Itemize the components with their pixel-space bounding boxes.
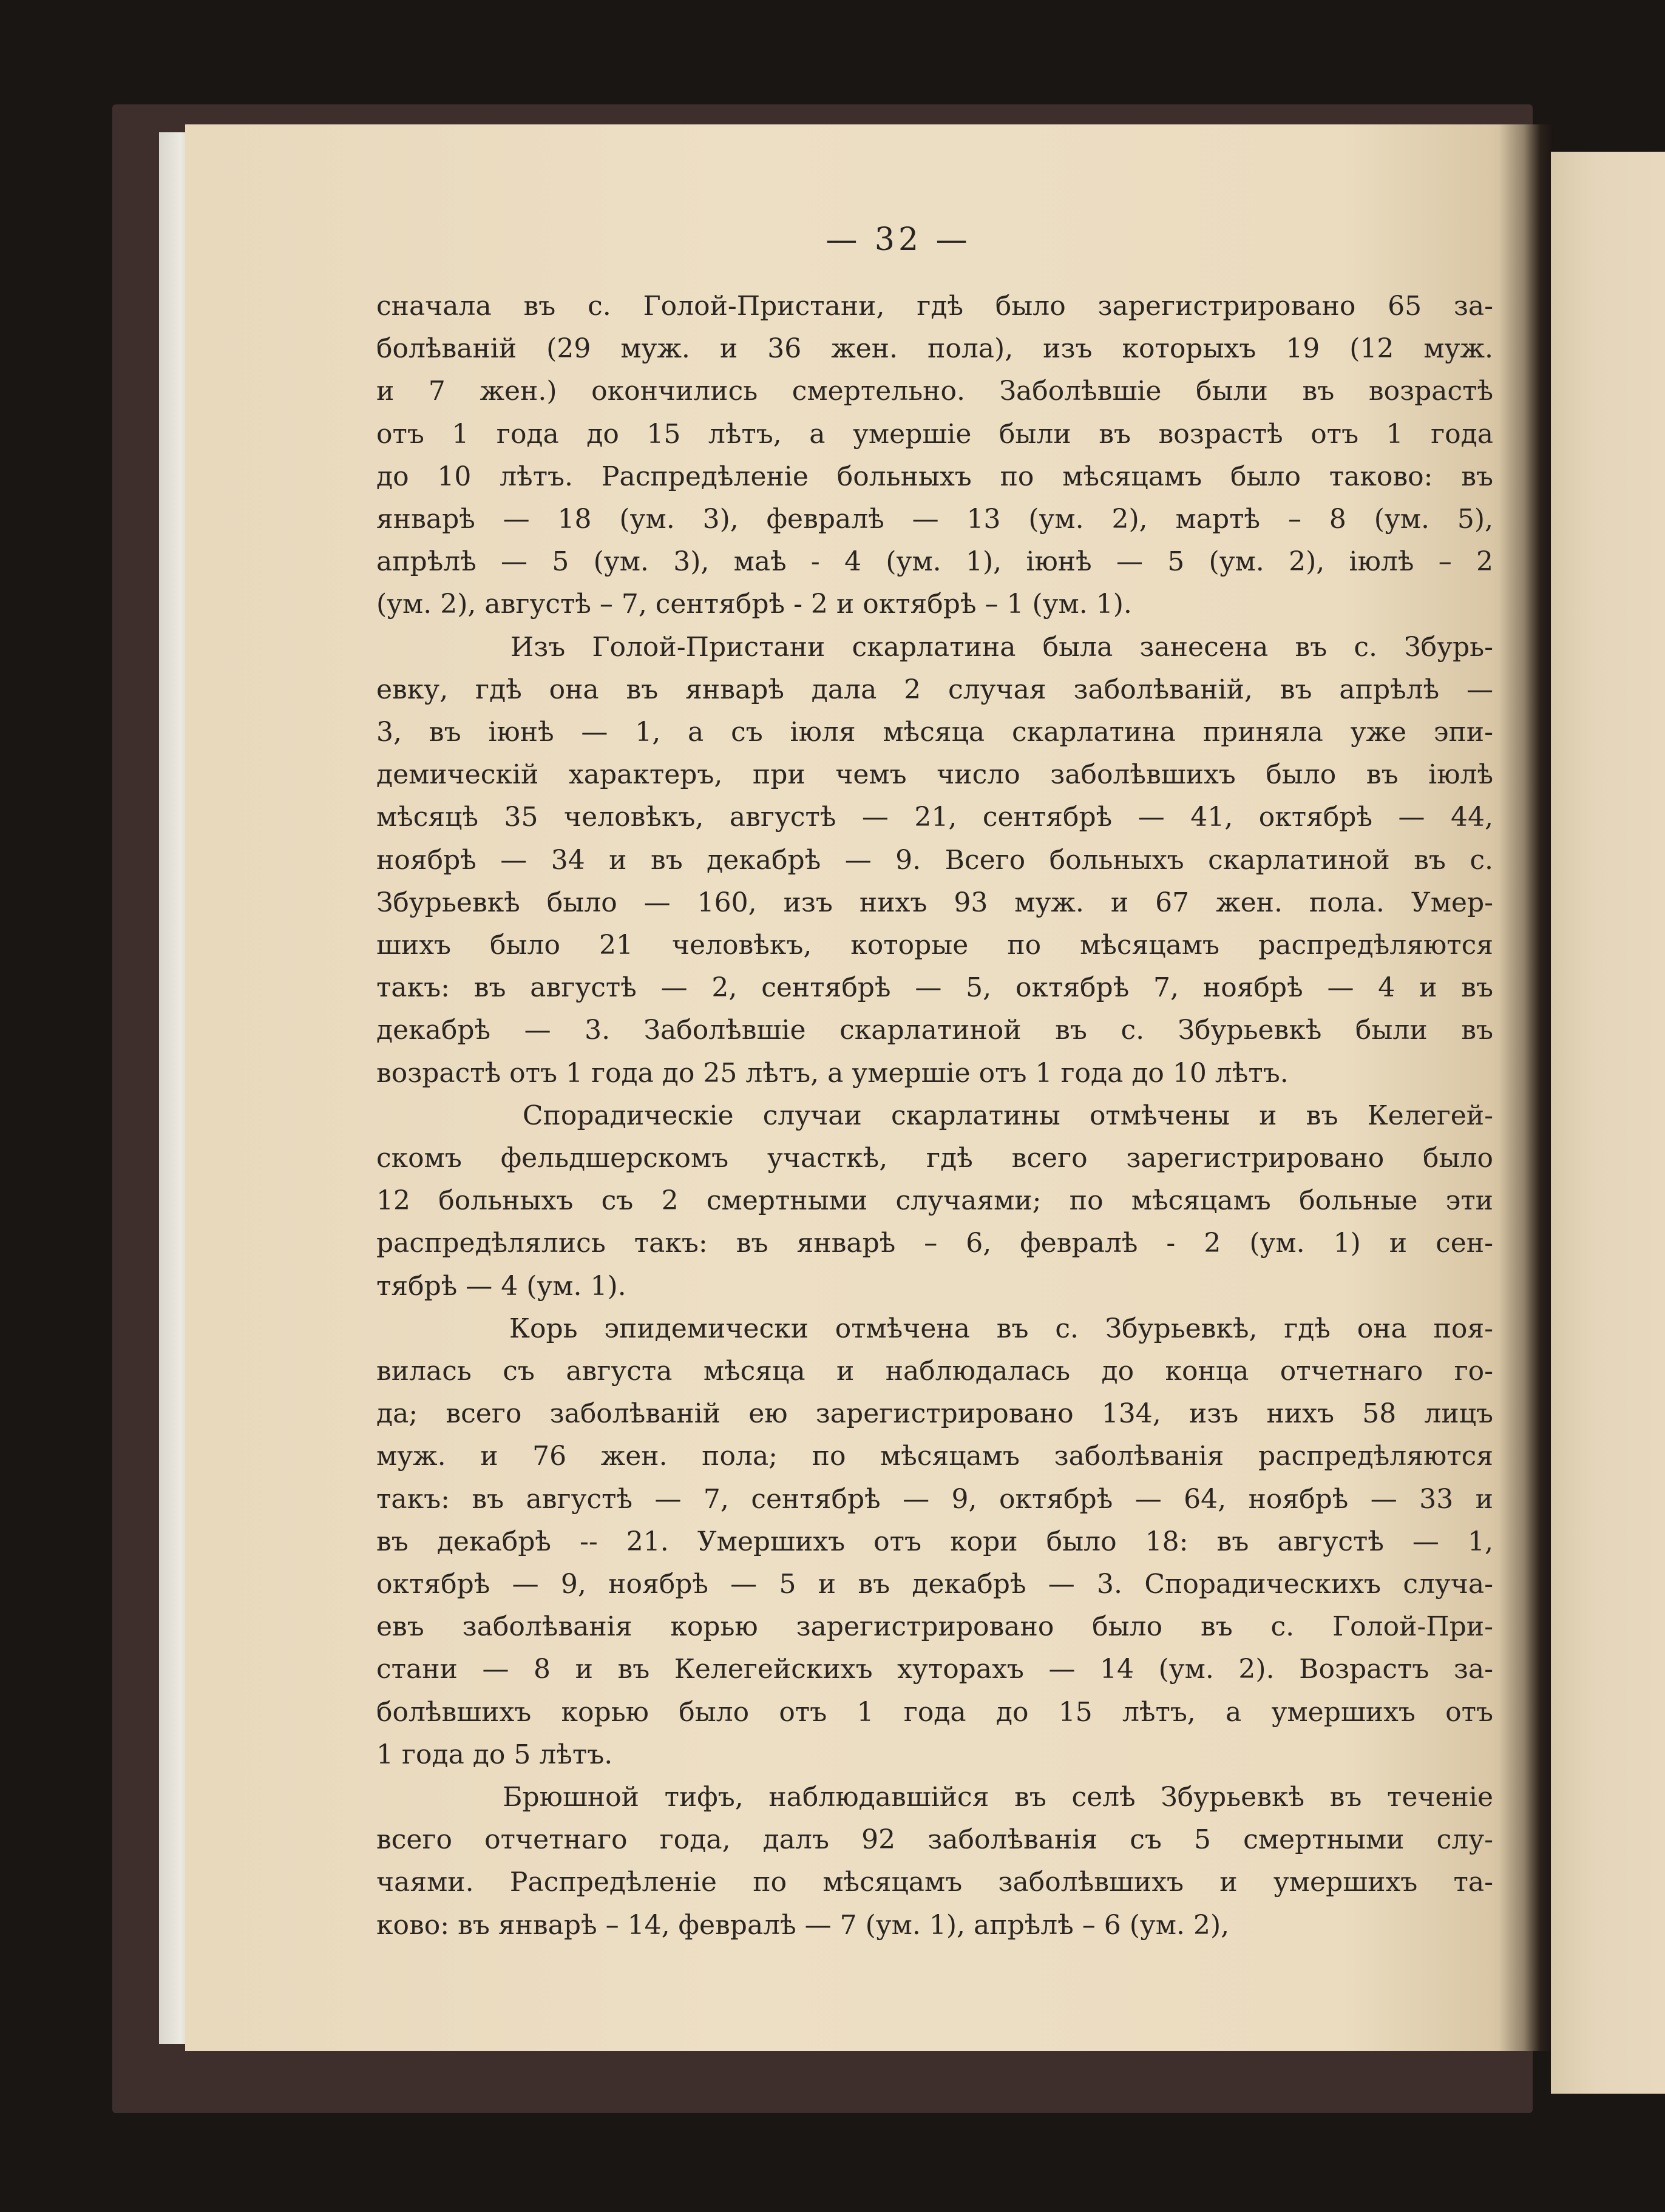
text-line: декабрѣ — 3. Заболѣвшіе скарлатиной въ с. Збурьевкѣ были въ <box>376 1015 1493 1046</box>
text-line: такъ: въ августѣ — 7, сентябрѣ — 9, октябрѣ — 64, ноябрѣ — 33 и <box>376 1483 1493 1515</box>
text-line: возрастѣ отъ 1 года до 25 лѣтъ, а умершіе отъ 1 года до 10 лѣтъ. <box>376 1057 1289 1089</box>
text-line: октябрѣ — 9, ноябрѣ — 5 и въ декабрѣ — 3. Спорадическихъ случа- <box>376 1569 1493 1600</box>
text-line: ково: въ январѣ – 14, февралѣ — 7 (ум. 1), апрѣлѣ – 6 (ум. 2), <box>376 1909 1230 1941</box>
text-line: болѣвшихъ корью было отъ 1 года до 15 лѣтъ, а умершихъ отъ <box>376 1696 1493 1728</box>
page-number: — 32 — <box>826 222 971 258</box>
text-line: болѣваній (29 муж. и 36 жен. пола), изъ которыхъ 19 (12 муж. <box>376 333 1493 365</box>
text-line: до 10 лѣтъ. Распредѣленіе больныхъ по мѣсяцамъ было таково: въ <box>376 461 1493 492</box>
text-line: такъ: въ августѣ — 2, сентябрѣ — 5, октябрѣ 7, ноябрѣ — 4 и въ <box>376 972 1493 1004</box>
text-line: 1 года до 5 лѣтъ. <box>376 1739 613 1770</box>
text-line: всего отчетнаго года, далъ 92 заболѣванія съ 5 смертными слу- <box>376 1824 1493 1856</box>
text-line: ноябрѣ — 34 и въ декабрѣ — 9. Всего больныхъ скарлатиной въ с. <box>376 844 1493 876</box>
text-line: шихъ было 21 человѣкъ, которые по мѣсяцамъ распредѣляются <box>376 930 1493 961</box>
book-gutter <box>1499 124 1554 2051</box>
text-line: стани — 8 и въ Келегейскихъ хуторахъ — 14 (ум. 2). Возрастъ за- <box>376 1654 1493 1685</box>
text-line: тябрѣ — 4 (ум. 1). <box>376 1270 626 1302</box>
text-line: евъ заболѣванія корью зарегистрировано было въ с. Голой-При- <box>376 1611 1493 1643</box>
text-line: (ум. 2), августѣ – 7, сентябрѣ - 2 и октябрѣ – 1 (ум. 1). <box>376 589 1132 620</box>
text-line: муж. и 76 жен. пола; по мѣсяцамъ заболѣванія распредѣляются <box>376 1441 1493 1472</box>
text-line: Збурьевкѣ было — 160, изъ нихъ 93 муж. и 67 жен. пола. Умер- <box>376 887 1493 918</box>
text-line: Корь эпидемически отмѣчена въ с. Збурьевкѣ, гдѣ она поя- <box>376 1313 1493 1344</box>
text-line: Брюшной тифъ, наблюдавшійся въ селѣ Збурьевкѣ въ теченіе <box>376 1782 1493 1813</box>
text-line: апрѣлѣ — 5 (ум. 3), маѣ - 4 (ум. 1), іюнѣ — 5 (ум. 2), іюлѣ – 2 <box>376 546 1493 578</box>
text-line: январѣ — 18 (ум. 3), февралѣ — 13 (ум. 2), мартѣ – 8 (ум. 5), <box>376 504 1493 535</box>
text-line: отъ 1 года до 15 лѣтъ, а умершіе были въ возрастѣ отъ 1 года <box>376 418 1493 450</box>
text-line: и 7 жен.) окончились смертельно. Заболѣвшіе были въ возрастѣ <box>376 376 1493 407</box>
text-line: да; всего заболѣваній ею зарегистрировано 134, изъ нихъ 58 лицъ <box>376 1398 1493 1430</box>
text-line: мѣсяцѣ 35 человѣкъ, августѣ — 21, сентябрѣ — 41, октябрѣ — 44, <box>376 802 1493 833</box>
text-line: вилась съ августа мѣсяца и наблюдалась до конца отчетнаго го- <box>376 1356 1493 1387</box>
text-line: сначала въ с. Голой-Пристани, гдѣ было зарегистрировано 65 за- <box>376 291 1493 322</box>
text-line: Спорадическіе случаи скарлатины отмѣчены и въ Келегей- <box>376 1100 1493 1131</box>
text-line: 3, въ іюнѣ — 1, а съ іюля мѣсяца скарлатина приняла уже эпи- <box>376 717 1493 748</box>
text-line: распредѣлялись такъ: въ январѣ – 6, февралѣ - 2 (ум. 1) и сен- <box>376 1228 1493 1259</box>
text-line: чаями. Распредѣленіе по мѣсяцамъ заболѣвшихъ и умершихъ та- <box>376 1867 1493 1898</box>
text-line: скомъ фельдшерскомъ участкѣ, гдѣ всего зарегистрировано было <box>376 1143 1493 1174</box>
text-line: 12 больныхъ съ 2 смертными случаями; по мѣсяцамъ больные эти <box>376 1185 1493 1217</box>
text-line: евку, гдѣ она въ январѣ дала 2 случая заболѣваній, въ апрѣлѣ — <box>376 674 1493 705</box>
text-line: Изъ Голой-Пристани скарлатина была занесена въ с. Збурь- <box>376 631 1493 663</box>
next-page-edge <box>1551 152 1665 2094</box>
text-line: въ декабрѣ -- 21. Умершихъ отъ кори было 18: въ августѣ — 1, <box>376 1526 1493 1557</box>
text-line: демическій характеръ, при чемъ число заболѣвшихъ было въ іюлѣ <box>376 759 1493 791</box>
